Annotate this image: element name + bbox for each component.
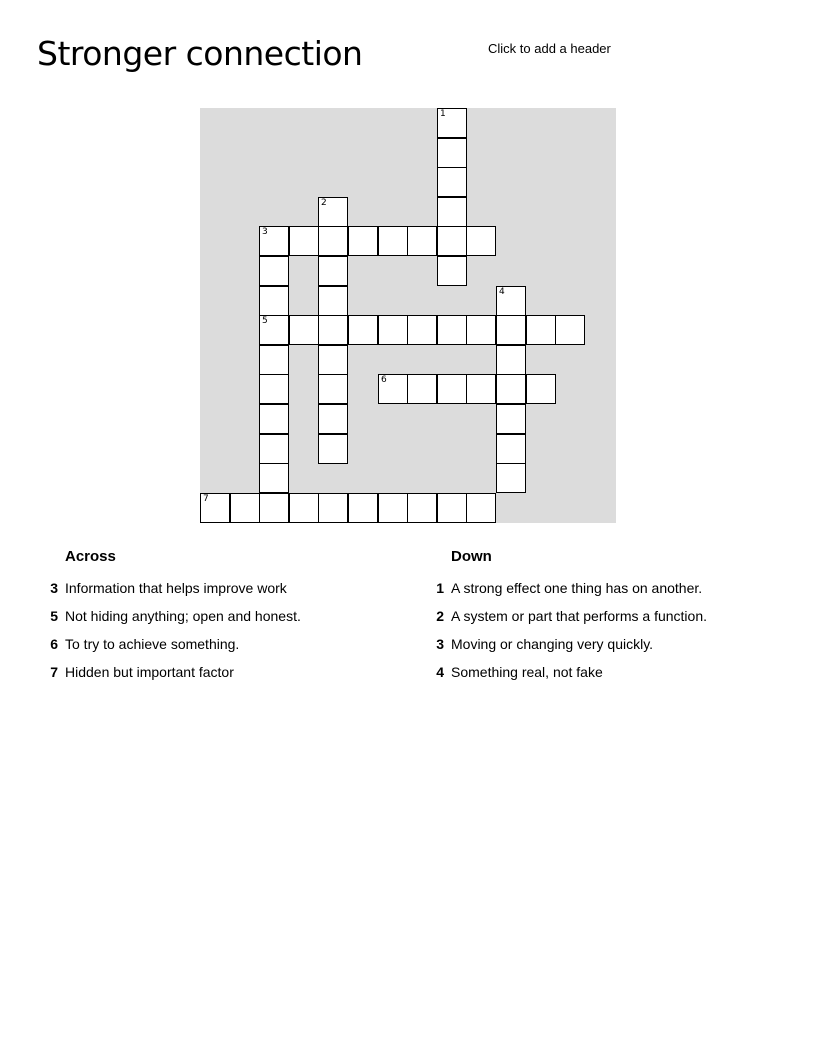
crossword-cell[interactable] [496, 404, 526, 434]
crossword-cell[interactable] [318, 374, 348, 404]
crossword-cell[interactable] [289, 493, 319, 523]
crossword-cell[interactable] [230, 493, 260, 523]
cell-number: 5 [262, 316, 268, 326]
cell-number: 3 [262, 227, 268, 237]
crossword-cell[interactable] [318, 404, 348, 434]
crossword-cell[interactable] [437, 108, 467, 138]
page-title: Stronger connection [37, 34, 363, 73]
crossword-cell[interactable] [437, 256, 467, 286]
crossword-grid [200, 108, 616, 523]
crossword-cell[interactable] [526, 374, 556, 404]
across-clue [45, 579, 405, 607]
down-clue [431, 663, 791, 691]
across-clue-list [45, 579, 405, 691]
crossword-cell[interactable] [259, 315, 289, 345]
crossword-cell[interactable] [407, 315, 437, 345]
crossword-cell[interactable] [318, 315, 348, 345]
clue-text: Moving or changing very quickly. [451, 636, 654, 652]
crossword-cell[interactable] [289, 226, 319, 256]
cell-number: 2 [321, 198, 327, 208]
crossword-cell[interactable] [526, 315, 556, 345]
clue-text: Something real, not fake [451, 664, 603, 680]
crossword-cell[interactable] [437, 167, 467, 197]
across-heading: Across [65, 548, 116, 565]
header-placeholder[interactable]: Click to add a header [488, 41, 611, 56]
clue-text: To try to achieve something. [65, 636, 240, 652]
crossword-cell[interactable] [407, 374, 437, 404]
clue-text: Information that helps improve work [65, 580, 287, 596]
clue-number: 3 [436, 636, 444, 652]
crossword-cell[interactable] [289, 315, 319, 345]
crossword-cell[interactable] [259, 374, 289, 404]
clue-text: A strong effect one thing has on another. [451, 580, 703, 596]
crossword-cell[interactable] [259, 493, 289, 523]
crossword-cell[interactable] [496, 434, 526, 464]
crossword-cell[interactable] [378, 374, 408, 404]
crossword-cell[interactable] [437, 197, 467, 227]
crossword-cell[interactable] [496, 374, 526, 404]
clue-text: Hidden but important factor [65, 664, 234, 680]
crossword-cell[interactable] [437, 374, 467, 404]
crossword-cell[interactable] [407, 493, 437, 523]
crossword-cell[interactable] [466, 226, 496, 256]
crossword-cell[interactable] [318, 286, 348, 316]
crossword-cell[interactable] [318, 256, 348, 286]
crossword-cell[interactable] [378, 315, 408, 345]
crossword-cell[interactable] [437, 315, 467, 345]
down-clue [431, 635, 791, 663]
crossword-cell[interactable] [496, 315, 526, 345]
clue-number: 5 [50, 608, 58, 624]
crossword-cell[interactable] [466, 315, 496, 345]
crossword-cell[interactable] [318, 226, 348, 256]
crossword-cell[interactable] [259, 404, 289, 434]
crossword-cell[interactable] [496, 463, 526, 493]
crossword-cell[interactable] [318, 345, 348, 375]
crossword-cell[interactable] [496, 345, 526, 375]
cell-number: 6 [381, 375, 387, 385]
clue-text: Not hiding anything; open and honest. [65, 608, 301, 624]
across-clue [45, 635, 405, 663]
crossword-cell[interactable] [348, 493, 378, 523]
crossword-cell[interactable] [318, 434, 348, 464]
down-clue [431, 607, 791, 635]
down-heading: Down [451, 548, 492, 565]
crossword-cell[interactable] [437, 493, 467, 523]
crossword-cell[interactable] [348, 226, 378, 256]
crossword-cell[interactable] [259, 226, 289, 256]
clue-number: 3 [50, 580, 58, 596]
clue-number: 6 [50, 636, 58, 652]
across-clue [45, 607, 405, 635]
crossword-cell[interactable] [259, 286, 289, 316]
crossword-cell[interactable] [348, 315, 378, 345]
down-clue-list [431, 579, 791, 691]
cell-number: 1 [440, 109, 446, 119]
down-clue [431, 579, 791, 607]
crossword-cell[interactable] [466, 493, 496, 523]
crossword-cell[interactable] [378, 493, 408, 523]
clue-number: 7 [50, 664, 58, 680]
crossword-cell[interactable] [437, 138, 467, 168]
across-clue [45, 663, 405, 691]
crossword-cell[interactable] [318, 197, 348, 227]
crossword-cell[interactable] [259, 256, 289, 286]
crossword-cell[interactable] [259, 463, 289, 493]
clue-number: 4 [436, 664, 444, 680]
crossword-cell[interactable] [496, 286, 526, 316]
crossword-cell[interactable] [318, 493, 348, 523]
cell-number: 4 [499, 287, 505, 297]
cell-number: 7 [203, 494, 209, 504]
crossword-cell[interactable] [407, 226, 437, 256]
crossword-cell[interactable] [437, 226, 467, 256]
clue-number: 2 [436, 608, 444, 624]
crossword-cell[interactable] [259, 345, 289, 375]
crossword-cell[interactable] [466, 374, 496, 404]
clue-text: A system or part that performs a function. [451, 608, 707, 624]
clue-number: 1 [436, 580, 444, 596]
crossword-cell[interactable] [378, 226, 408, 256]
crossword-cell[interactable] [200, 493, 230, 523]
crossword-cell[interactable] [555, 315, 585, 345]
crossword-cell[interactable] [259, 434, 289, 464]
